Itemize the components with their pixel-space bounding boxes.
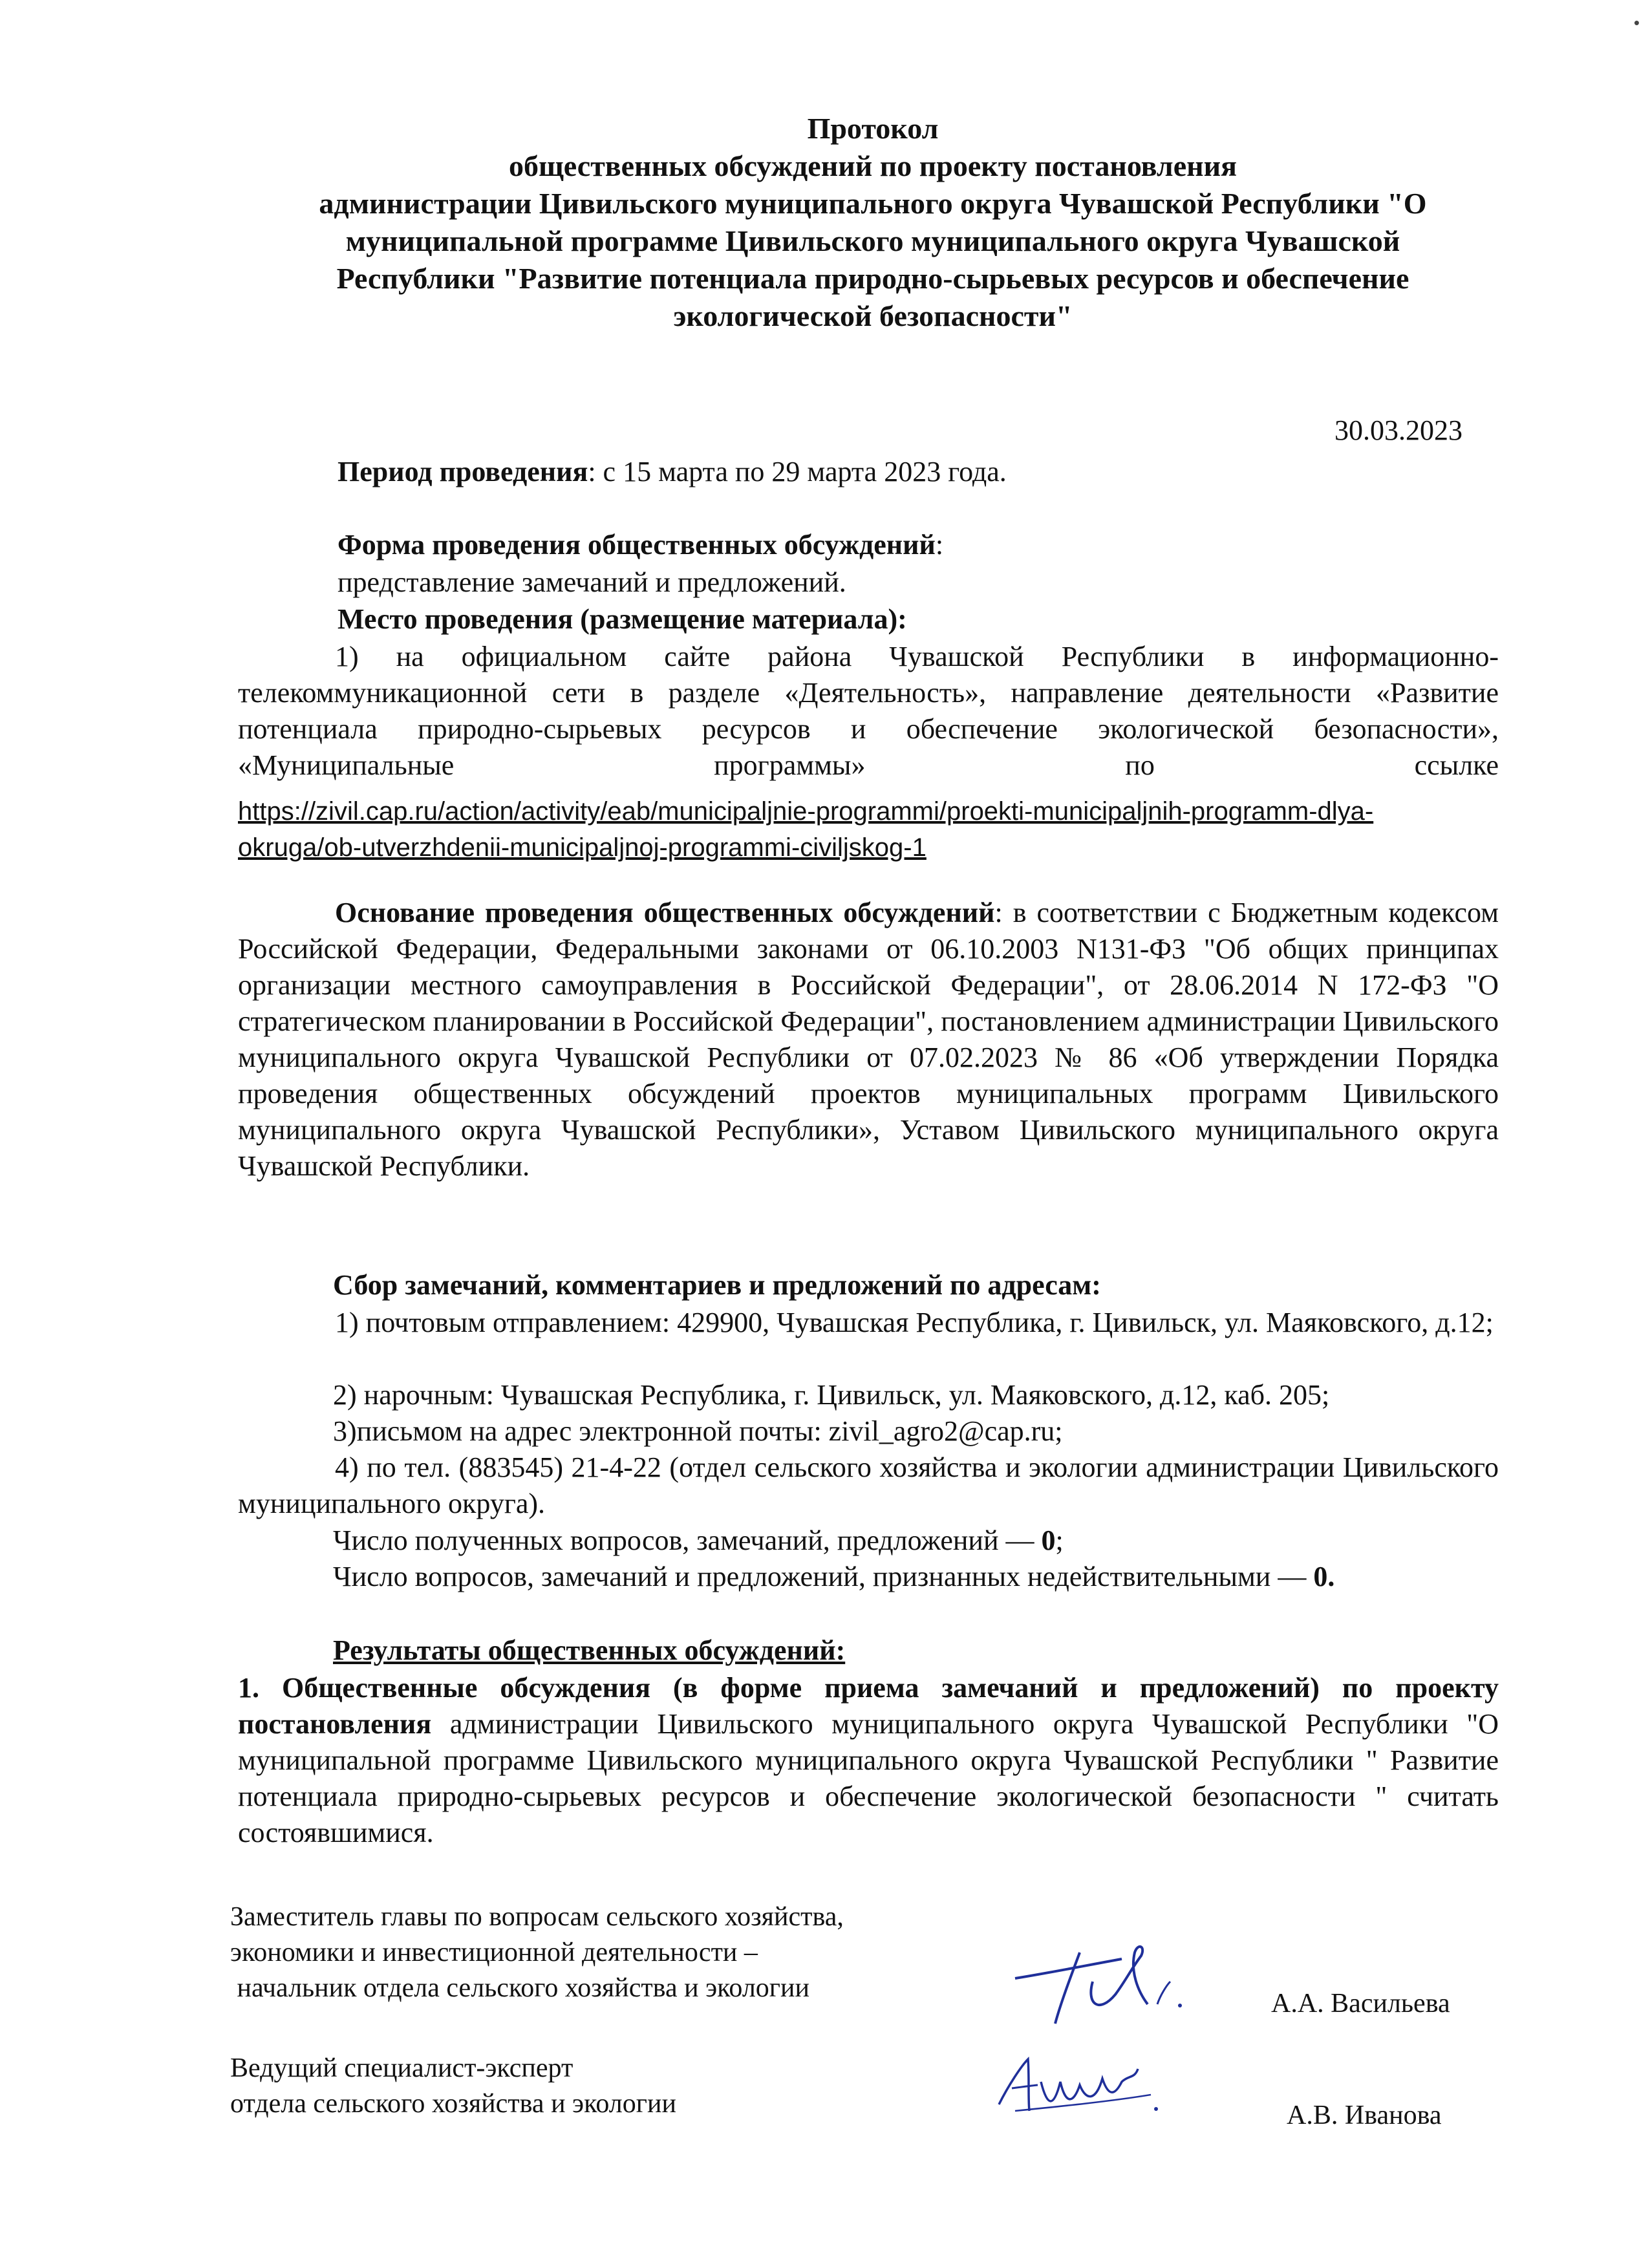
signatory-1-position-line-1: Заместитель главы по вопросам сельского хозяйства, <box>230 1902 844 1932</box>
title-line-6: экологической безопасности" <box>673 299 1073 332</box>
title-line-3: администрации Цивильского муниципального округа Чувашской Республики "О <box>319 187 1427 220</box>
received-count-line <box>333 1523 1064 1559</box>
title-line-5: Республики "Развитие потенциала природно-сырьевых ресурсов и обеспечение <box>336 262 1409 295</box>
period-label: Период проведения <box>338 456 588 487</box>
title-line-2: общественных обсуждений по проекту постановления <box>508 149 1238 182</box>
program-link-line-2[interactable]: okruga/ob-utverzhdenii-municipaljnoj-programmi-civiljskog-1 <box>238 833 927 862</box>
signatory-2-name: А.В. Иванова <box>1287 2101 1442 2130</box>
title-line-1: Протокол <box>807 112 939 145</box>
period-line <box>338 454 1007 490</box>
place-label: Место проведения (размещение материала): <box>338 603 907 635</box>
protocol-date: 30.03.2023 <box>1334 414 1462 446</box>
signature-2-icon <box>989 2049 1183 2121</box>
collection-label: Сбор замечаний, комментариев и предложений по адресам: <box>333 1269 1101 1301</box>
basis-text: : в соответствии с Бюджетным кодексом Российской Федерации, Федеральными законами от 06.10.2003 N131-ФЗ "Об общих принципах организации местного самоуправления в Российской Федерации", от 28.06.2014 N 172-ФЗ "О стратегическом планировании в Российской Федерации", постановлением администрации Цивильского муниципального округа Чувашской Республики от 07.02.2023 № 86 «Об утверждении Порядка проведения общественных обсуждений проектов муниципальных программ Цивильского муниципального округа Чувашской Республики», Уставом Цивильского муниципального округа Чувашской Республики. <box>238 897 1499 1182</box>
program-link-line-1[interactable]: https://zivil.cap.ru/action/activity/eab/municipaljnie-programmi/proekti-municipaljnih-programm-dlya- <box>238 797 1374 826</box>
basis-label: Основание проведения общественных обсуждений <box>335 897 995 928</box>
results-paragraph <box>238 1670 1499 1851</box>
title-line-4: муниципальной программе Цивильского муниципального округа Чувашской <box>345 224 1400 257</box>
signatory-2-position-line-2: отдела сельского хозяйства и экологии <box>230 2089 676 2119</box>
form-line <box>338 527 943 563</box>
collection-item-1-text: 1) почтовым отправлением: 429900, Чувашская Республика, г. Цивильск, ул. Маяковского, д.12; <box>335 1307 1494 1338</box>
invalid-count-line <box>333 1559 1334 1595</box>
results-text: администрации Цивильского муниципального округа Чувашской Республики "О муниципальной программе Цивильского муниципального округа Чувашской Республики " Развитие потенциала природно-сырьевых ресурсов и обеспечение экологической безопасности " считать состоявшимися. <box>238 1708 1499 1848</box>
received-count-value: 0 <box>1041 1524 1056 1556</box>
document-title <box>233 110 1513 335</box>
corner-mark: • <box>1633 13 1640 32</box>
invalid-count-value: 0. <box>1313 1561 1335 1592</box>
place-text-content: 1) на официальном сайте района Чувашской Республики в информационно-телекоммуникационной сети в разделе «Деятельность», направление деятельности «Развитие потенциала природно-сырьевых ресурсов и обеспечение экологической безопасности», «Муниципальные программы» по ссылке <box>238 641 1499 781</box>
collection-item-1 <box>238 1305 1499 1341</box>
collection-item-3: 3)письмом на адрес электронной почты: zivil_agro2@cap.ru; <box>333 1415 1063 1447</box>
basis-paragraph <box>238 895 1499 1184</box>
signatory-1-name: А.А. Васильева <box>1271 1989 1450 2018</box>
collection-item-4-text: 4) по тел. (883545) 21-4-22 (отдел сельского хозяйства и экологии администрации Цивильского муниципального округа). <box>238 1451 1499 1519</box>
signatory-1-position-line-2: экономики и инвестиционной деятельности – <box>230 1938 758 1967</box>
results-label: Результаты общественных обсуждений: <box>333 1634 846 1666</box>
collection-item-4 <box>238 1450 1499 1522</box>
received-count-end: ; <box>1055 1524 1064 1556</box>
received-count-label: Число полученных вопросов, замечаний, предложений — <box>333 1524 1042 1556</box>
form-colon: : <box>935 529 944 561</box>
form-label: Форма проведения общественных обсуждений <box>338 529 936 561</box>
place-text <box>238 639 1499 784</box>
signature-1-icon <box>1009 1933 1203 2030</box>
signatory-1-position-line-3: начальник отдела сельского хозяйства и экологии <box>230 1973 809 2003</box>
invalid-count-label: Число вопросов, замечаний и предложений, признанных недействительными — <box>333 1561 1314 1592</box>
signatory-2-position-line-1: Ведущий специалист-эксперт <box>230 2053 573 2083</box>
collection-item-2: 2) нарочным: Чувашская Республика, г. Цивильск, ул. Маяковского, д.12, каб. 205; <box>333 1379 1330 1411</box>
form-value: представление замечаний и предложений. <box>338 566 846 598</box>
period-value: : с 15 марта по 29 марта 2023 года. <box>588 456 1007 487</box>
results-bold: 1. Общественные обсуждения (в форме приема замечаний и предложений) по проекту постановления <box>238 1672 1499 1740</box>
